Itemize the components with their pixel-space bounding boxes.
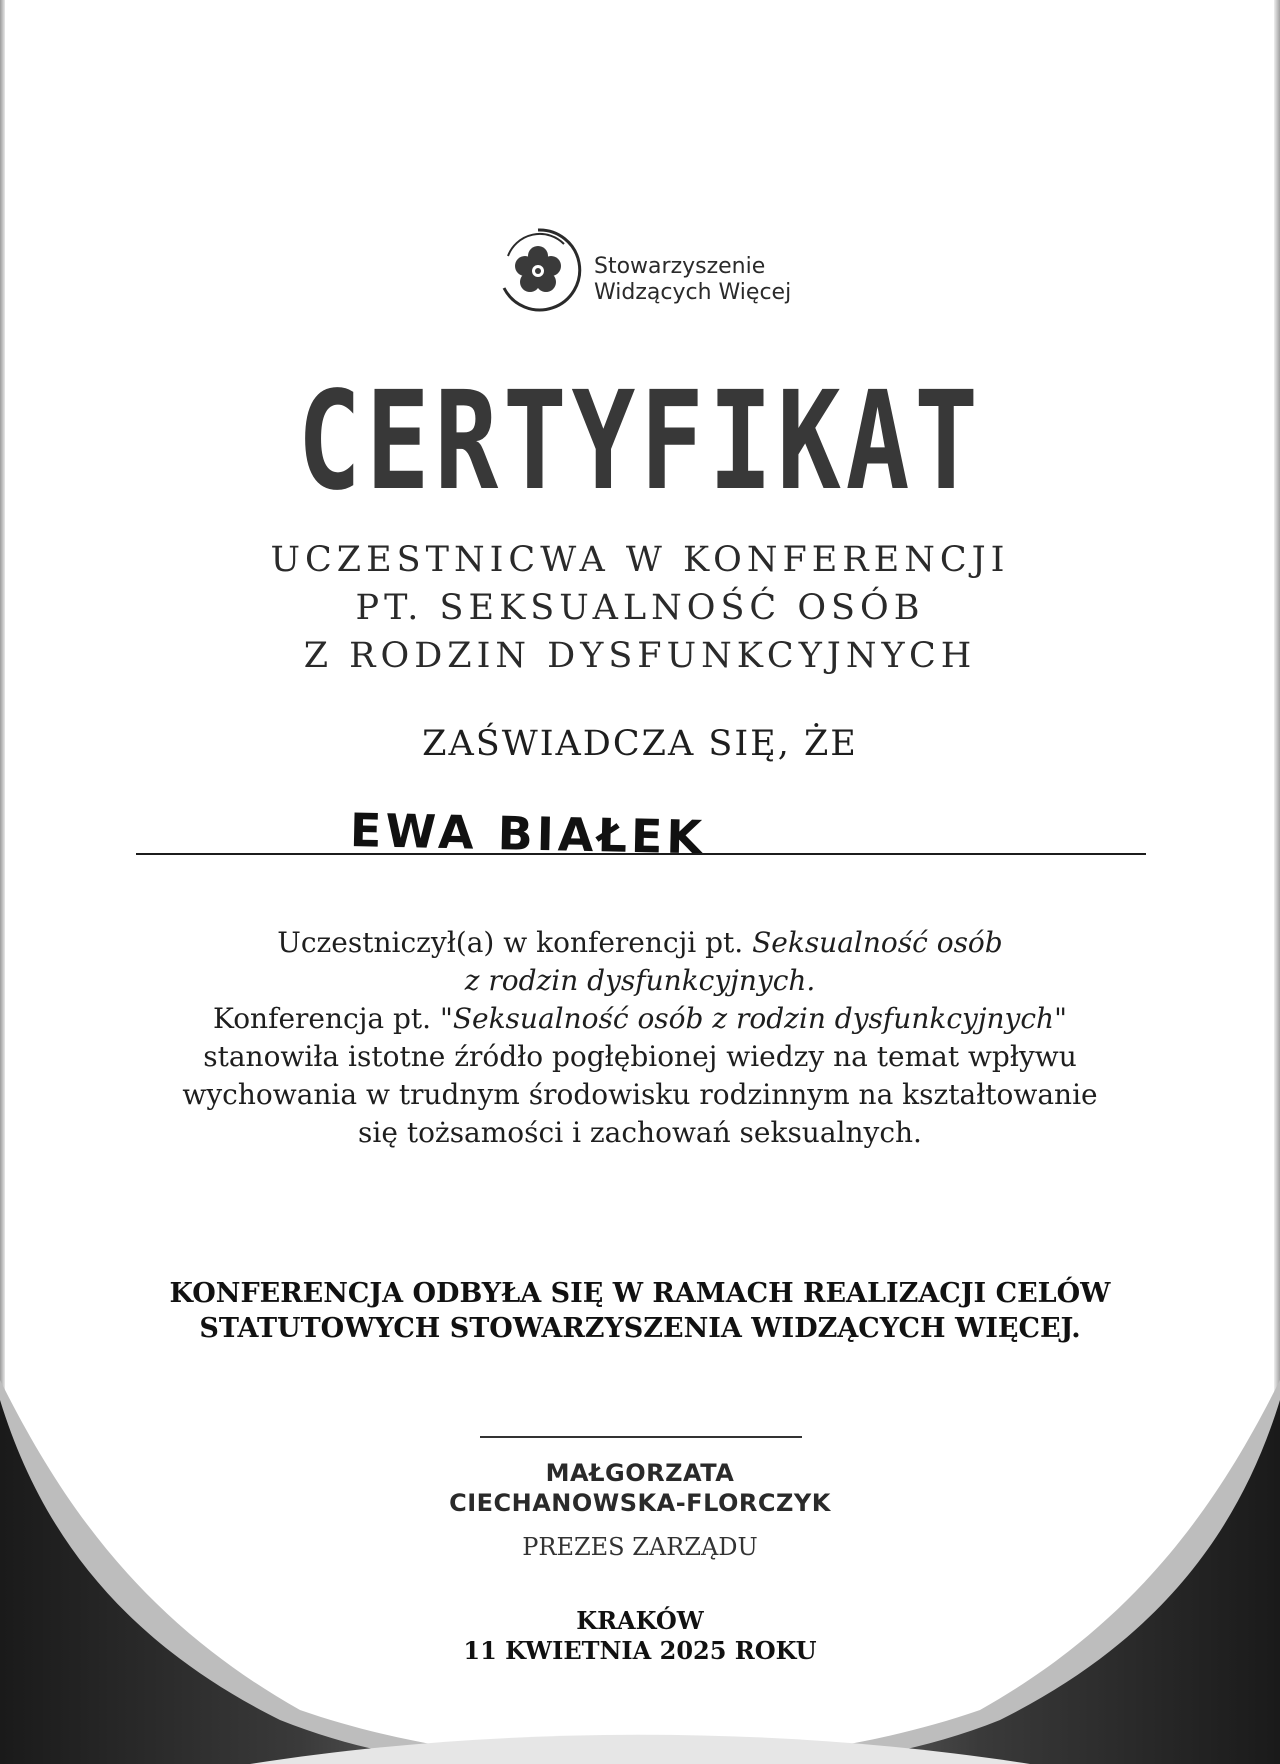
certificate-subtitle <box>0 536 1280 680</box>
organization-name-line2: Widzących Więcej <box>594 280 792 305</box>
signer-role: PREZES ZARZĄDU <box>522 1533 758 1561</box>
certificate-body <box>80 924 1200 1152</box>
place: KRAKÓW <box>576 1606 704 1635</box>
subtitle-line3: Z RODZIN DYSFUNKCYJNYCH <box>303 636 977 676</box>
signer-name-line1: MAŁGORZATA <box>545 1459 735 1487</box>
wave-left-dark <box>0 1400 500 1764</box>
statutory-statement <box>80 1276 1200 1346</box>
participant-name: EWA BIAŁEK <box>349 803 707 865</box>
subtitle-line2: PT. SEKSUALNOŚĆ OSÓB <box>355 588 925 628</box>
wave-right-dark <box>780 1400 1280 1764</box>
participant-name-line <box>136 853 1146 855</box>
body-line5: wychowania w trudnym środowisku rodzinnym na kształtowanie <box>182 1078 1098 1111</box>
subtitle-line1: UCZESTNICWA W KONFERENCJI <box>270 540 1010 580</box>
statement-line2: STATUTOWYCH STOWARZYSZENIA WIDZĄCYCH WIĘCEJ. <box>199 1313 1081 1344</box>
signature-line <box>480 1436 802 1438</box>
organization-logo <box>494 226 814 326</box>
body-line6: się tożsamości i zachowań seksualnych. <box>358 1116 922 1149</box>
body-p1-prefix: Uczestniczył(a) w konferencji pt. <box>277 926 753 959</box>
organization-name <box>594 254 791 306</box>
body-line1 <box>80 924 1200 962</box>
place-and-date <box>240 1606 1040 1666</box>
signer-name-line2: CIECHANOWSKA-FLORCZYK <box>449 1489 831 1517</box>
statement-line1: KONFERENCJA ODBYŁA SIĘ W RAMACH REALIZACJI CELÓW <box>169 1278 1111 1309</box>
body-p2-suffix: " <box>1054 1002 1067 1035</box>
body-p2-italic: Seksualność osób z rodzin dysfunkcyjnych <box>452 1002 1055 1035</box>
body-p1-italic-a: Seksualność osób <box>752 926 1003 959</box>
certificate-title: CERTYFIKAT <box>297 363 983 521</box>
certify-statement: ZAŚWIADCZA SIĘ, ŻE <box>422 724 858 764</box>
body-line3 <box>80 1000 1200 1038</box>
body-p1-italic-b: z rodzin dysfunkcyjnych. <box>464 964 816 997</box>
flower-logo-icon <box>494 226 582 314</box>
body-line2 <box>80 962 1200 1000</box>
body-line4: stanowiła istotne źródło pogłębionej wiedzy na temat wpływu <box>203 1040 1077 1073</box>
signer-name <box>240 1458 1040 1518</box>
body-p2-prefix: Konferencja pt. " <box>213 1002 453 1035</box>
organization-name-line1: Stowarzyszenie <box>594 254 766 279</box>
date: 11 KWIETNIA 2025 ROKU <box>463 1636 817 1665</box>
